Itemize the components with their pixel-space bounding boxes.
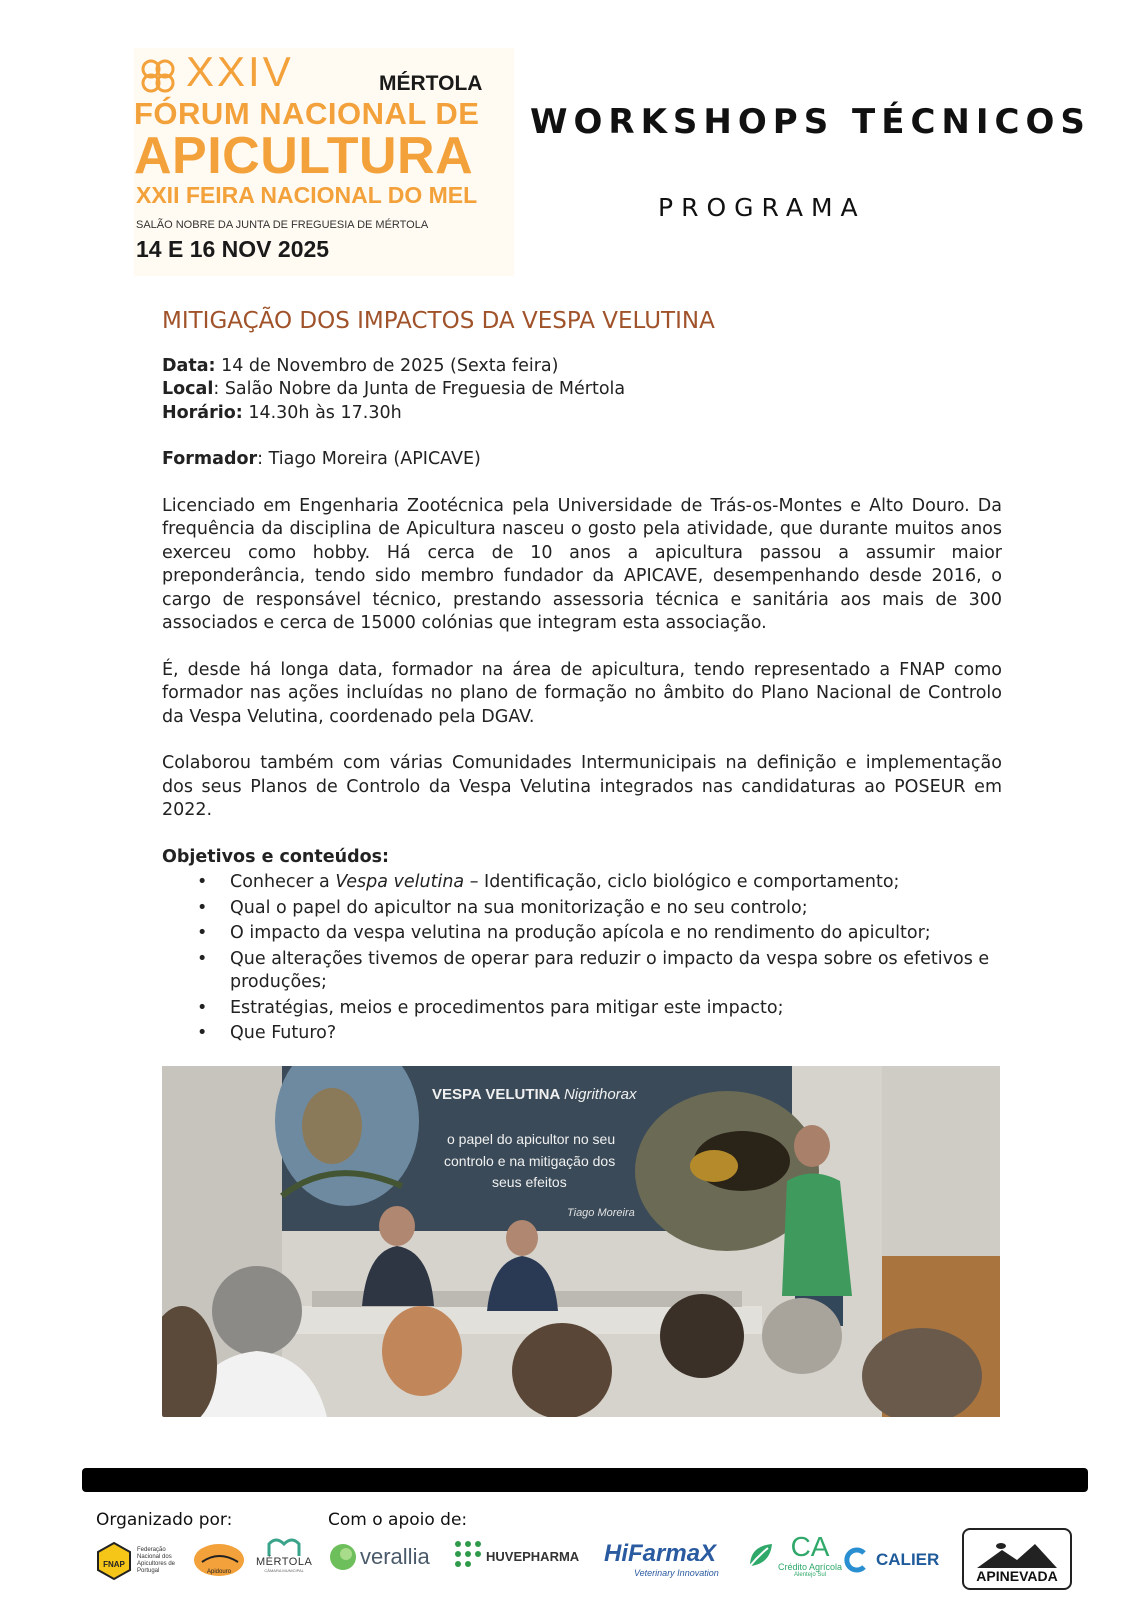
mertola-logo: MÉRTOLA CÂMARA MUNICIPAL — [256, 1534, 312, 1573]
time-value: 14.30h às 17.30h — [242, 402, 402, 423]
footer-bar — [82, 1468, 1088, 1492]
list-item: • Que Futuro? — [230, 1022, 1002, 1046]
slide-line: controlo e na mitigação dos — [444, 1153, 616, 1169]
fnap-hexagon-icon — [94, 1541, 134, 1581]
list-item: • Que alterações tivemos de operar para reduzir o impacto da vespa sobre os efetivos e produções; — [230, 948, 1002, 995]
slide-line: o papel do apicultor no seu — [447, 1131, 616, 1147]
huvepharma-logo: HUVEPHARMA — [452, 1538, 579, 1574]
calier-c-icon — [842, 1546, 870, 1574]
page-subheading: PROGRAMA — [658, 193, 866, 222]
credito-agricola-logo: CA Crédito Agrícola Alentejo Sul — [746, 1532, 842, 1578]
objectives-list — [162, 871, 1002, 1046]
organizer-logo-2 — [192, 1542, 246, 1578]
workshop-title: MITIGAÇÃO DOS IMPACTOS DA VESPA VELUTINA — [162, 308, 715, 334]
objectives-label: Objetivos e conteúdos: — [162, 846, 390, 867]
logo-venue: SALÃO NOBRE DA JUNTA DE FREGUESIA DE MÉRTOLA — [136, 219, 429, 231]
location-label: Local — [162, 379, 214, 399]
time-line — [162, 402, 1002, 426]
logo-forum-line: FÓRUM NACIONAL DE — [134, 96, 480, 131]
hifarmax-logo: HiFarmaX Veterinary Innovation — [604, 1540, 719, 1578]
trainer-value: : Tiago Moreira (APICAVE) — [257, 449, 481, 469]
location-line — [162, 378, 1002, 402]
mountain-bee-icon — [977, 1538, 1057, 1568]
calier-logo: CALIER — [842, 1546, 939, 1574]
flower-logo-icon — [138, 56, 178, 96]
fnap-text: Federação Nacional dos Apicultores de Portugal — [137, 1547, 176, 1574]
date-line — [162, 355, 1002, 379]
apinevada-logo: APINEVADA — [962, 1528, 1072, 1590]
logo-feira-line: XXII FEIRA NACIONAL DO MEL — [136, 182, 478, 208]
forum-logo — [134, 48, 514, 276]
logo-roman-numeral: XXIV — [186, 48, 294, 95]
support-label: Com o apoio de: — [328, 1510, 468, 1530]
fnap-logo — [94, 1541, 183, 1581]
workshop-photo — [162, 1066, 1000, 1417]
location-value: : Salão Nobre da Junta de Freguesia de Mértola — [213, 379, 626, 399]
list-item: • Estratégias, meios e procedimentos para mitigar este impacto; — [230, 997, 1002, 1021]
verallia-drop-icon — [328, 1542, 358, 1572]
list-item: • O impacto da vespa velutina na produção apícola e no rendimento do apicultor; — [230, 922, 1002, 946]
logo-apicultura-line: APICULTURA — [134, 127, 474, 185]
verallia-logo: verallia — [328, 1542, 430, 1572]
bee-logo-icon — [192, 1542, 246, 1578]
date-value: 14 de Novembro de 2025 (Sexta feira) — [215, 355, 559, 376]
huvepharma-dots-icon — [452, 1538, 484, 1574]
slide-author: Tiago Moreira — [567, 1207, 635, 1219]
time-label: Horário: — [162, 402, 243, 423]
slide-title: VESPA VELUTINA Nigrithorax — [432, 1086, 637, 1103]
page-heading: WORKSHOPS TÉCNICOS — [530, 102, 1091, 142]
svg-text:Apidouro: Apidouro — [206, 1569, 232, 1575]
logo-dates: 14 E 16 NOV 2025 — [136, 236, 330, 262]
trainer-line — [162, 448, 1002, 472]
list-item: • Qual o papel do apicultor na sua monitorização e no seu controlo; — [230, 897, 1002, 921]
bio-paragraph: É, desde há longa data, formador na área de apicultura, tendo representado a FNAP como formador nas ações incluídas no plano de formação no âmbito do Plano Nacional de Controlo da Vespa Velutina, coordenado pela DGAV. — [162, 659, 1002, 727]
mertola-arch-icon — [267, 1534, 301, 1556]
logo-city: MÉRTOLA — [379, 72, 483, 95]
workshop-content — [162, 310, 1002, 1048]
bio-paragraph: Colaborou também com várias Comunidades Intermunicipais na definição e implementação dos seus Planos de Controlo da Vespa Velutina integrados nas candidaturas ao POSEUR em 2022. — [162, 753, 1002, 820]
trainer-label: Formador — [162, 449, 258, 469]
list-item: • Conhecer a Vespa velutina – Identificação, ciclo biológico e comportamento; — [230, 871, 1002, 895]
leaf-icon — [746, 1540, 776, 1570]
slide-line: seus efeitos — [492, 1174, 567, 1190]
organized-by-label: Organizado por: — [96, 1510, 233, 1530]
bio-paragraph: Licenciado em Engenharia Zootécnica pela Universidade de Trás-os-Montes e Alto Douro. Da frequência da disciplina de Apicultura nasceu o gosto pela atividade, que durante muitos anos exerceu como hobby. Há cerca de 10 anos a apicultura passou a assumir maior preponderância, tendo sido membro fundador da APICAVE, desempenhando desde 2016, o cargo de responsável técnico, prestando assessoria técnica e sanitária aos mais de 300 associados e cerca de 15000 colónias que integram esta associação. — [162, 495, 1002, 633]
svg-text:FNAP: FNAP — [103, 1560, 125, 1569]
date-label: Data: — [162, 355, 216, 376]
